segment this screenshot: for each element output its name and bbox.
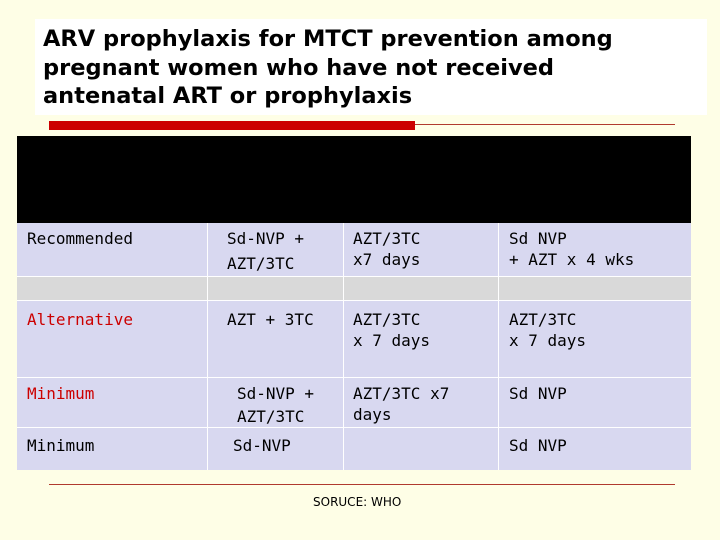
title-line-1: ARV prophylaxis for MTCT prevention among <box>43 26 613 52</box>
slide-title <box>43 25 683 111</box>
grid-line <box>17 427 691 428</box>
grid-line <box>17 300 691 301</box>
cell-r3-c2-a: AZT/3TC x7 <box>353 384 450 403</box>
grid-line <box>17 377 691 378</box>
title-line-3: antenatal ART or prophylaxis <box>43 83 413 109</box>
source-caption: SORUCE: WHO <box>313 495 402 509</box>
cell-r2-c2-a: AZT/3TC <box>353 310 421 329</box>
cell-r1-c3-b: + AZT x 4 wks <box>509 250 635 269</box>
cell-r1-c2-b: x7 days <box>353 250 421 269</box>
cell-r3-c2-b: days <box>353 405 392 424</box>
cell-r3-c3-a: Sd NVP <box>509 384 567 403</box>
cell-r2-c1-a: AZT + 3TC <box>227 310 314 329</box>
cell-r2-c2-b: x 7 days <box>353 331 431 350</box>
cell-r2-c3-b: x 7 days <box>509 331 587 350</box>
red-accent-bar <box>49 121 415 130</box>
title-divider-line <box>415 124 675 125</box>
row-label-minimum-2: Minimum <box>27 436 95 455</box>
cell-r1-c1-a: Sd-NVP + <box>227 229 305 248</box>
cell-r3-c1-a: Sd-NVP + <box>237 384 315 403</box>
grid-line <box>17 276 691 277</box>
cell-r1-c3-a: Sd NVP <box>509 229 567 248</box>
title-line-2: pregnant women who have not received <box>43 54 554 81</box>
grid-line <box>207 223 208 470</box>
cell-r4-c3-a: Sd NVP <box>509 436 567 455</box>
row-label-minimum-1: Minimum <box>27 384 95 403</box>
row-label-alternative: Alternative <box>27 310 133 329</box>
footer-divider-line <box>49 484 675 485</box>
cell-r3-c1-b: AZT/3TC <box>237 407 305 426</box>
table-header <box>17 136 691 223</box>
cell-r1-c1-b: AZT/3TC <box>227 254 295 273</box>
table-separator-band <box>17 276 691 300</box>
grid-line <box>498 223 499 470</box>
cell-r2-c3-a: AZT/3TC <box>509 310 577 329</box>
title-box <box>35 19 707 115</box>
grid-line <box>343 223 344 470</box>
cell-r1-c2-a: AZT/3TC <box>353 229 421 248</box>
arv-table <box>17 136 691 470</box>
cell-r4-c1-a: Sd-NVP <box>233 436 291 455</box>
row-label-recommended: Recommended <box>27 229 133 248</box>
